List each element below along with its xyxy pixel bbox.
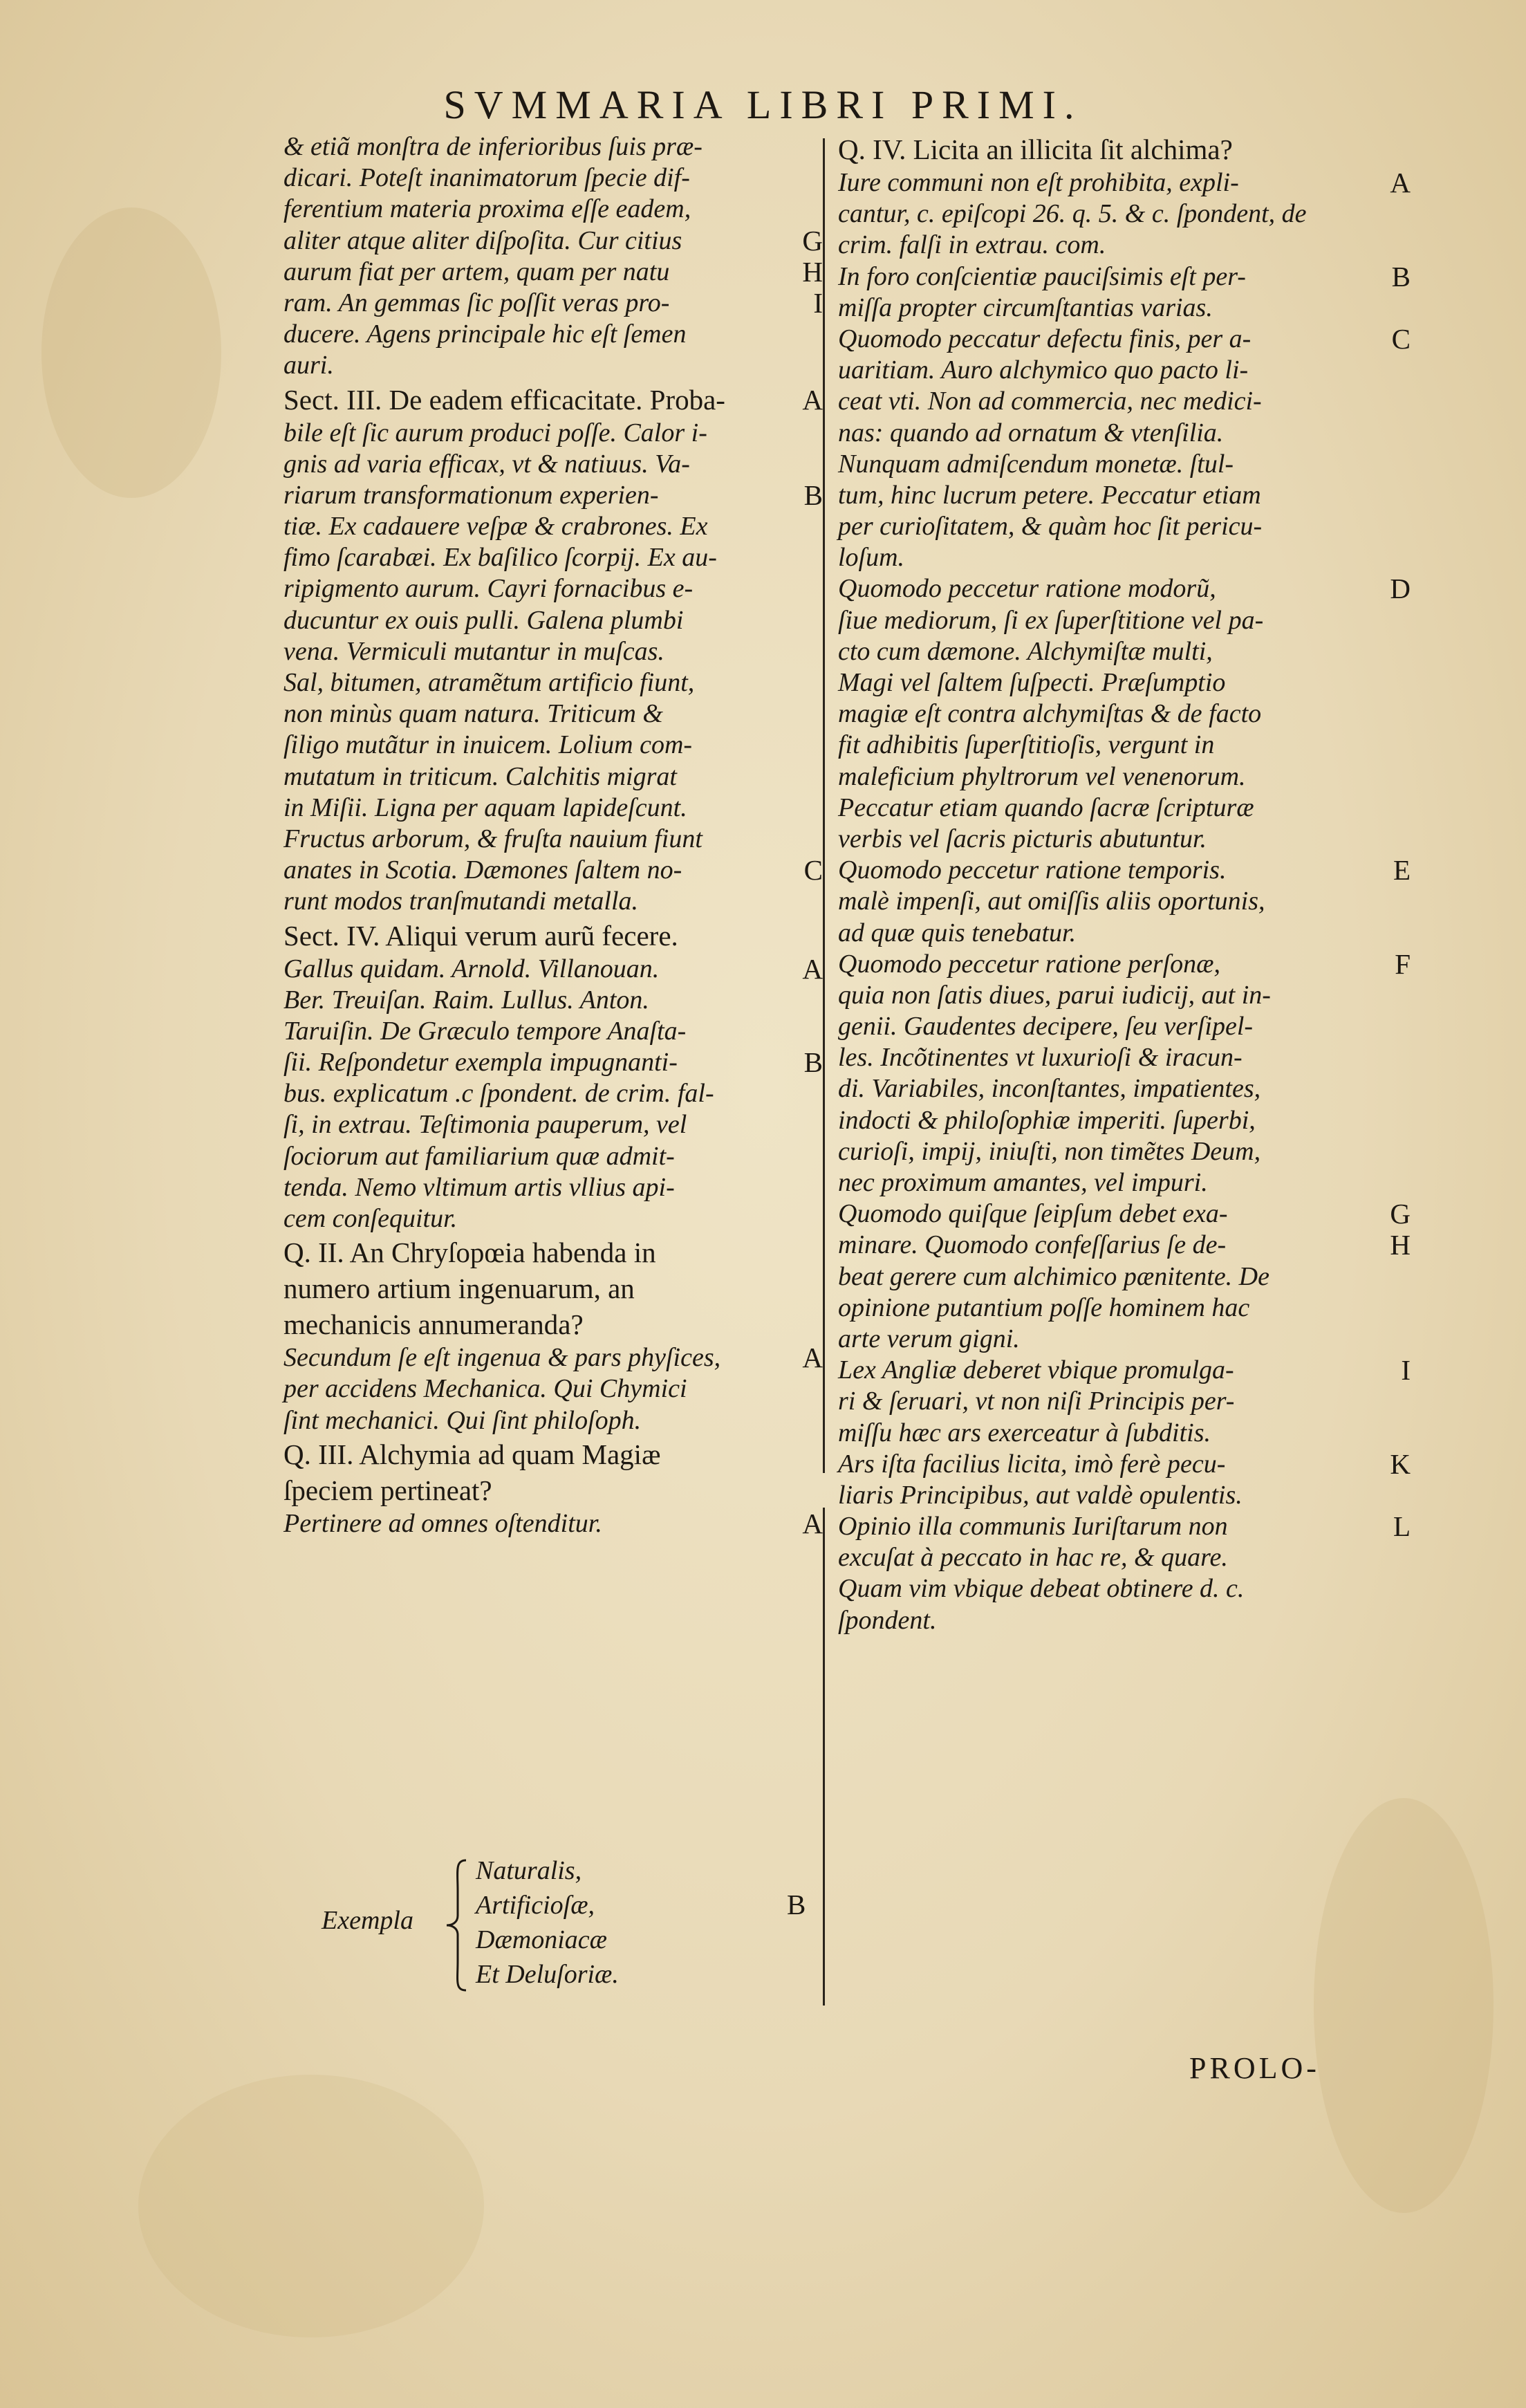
line-text: per curioſitatem, & quàm hoc ſit pericu- (838, 512, 1263, 541)
line-text: loſum. (838, 543, 905, 573)
line-text: Pertinere ad omnes oſtenditur. (283, 1508, 602, 1538)
left-column (283, 131, 823, 1539)
line-text: ripigmento aurum. Cayri fornacibus e- (283, 574, 694, 604)
line-text: ſiue mediorum, ſi ex ſuperſtitione vel pa- (838, 605, 1264, 635)
line-text: malè impenſi, aut omiſſis aliis oportunis, (838, 887, 1265, 916)
text-line (838, 293, 1391, 324)
text-line (838, 355, 1391, 386)
text-line (838, 1447, 1411, 1480)
text-line (838, 1510, 1411, 1543)
line-text: ferentium materia proxima eſſe eadem, (283, 194, 691, 224)
line-text: beat gerere cum alchimico pænitente. De (838, 1261, 1269, 1291)
text-line (838, 947, 1411, 980)
text-line (283, 886, 823, 917)
text-line (838, 449, 1391, 480)
text-line (283, 1342, 823, 1373)
line-text: Sal, bitumen, atramẽtum artificio fiunt, (283, 668, 695, 697)
line-text: Sect. IV. Aliqui verum aurũ fecere. (283, 919, 678, 952)
text-line (283, 1270, 823, 1306)
text-line (838, 573, 1411, 605)
line-text: Q. III. Alchymia ad quam Magiæ (283, 1438, 661, 1470)
line-text: In foro conſcientiæ pauciſsimis eſt per- (838, 261, 1246, 291)
text-line (283, 573, 823, 604)
text-line (838, 636, 1391, 667)
text-line (283, 542, 823, 573)
margin-letter: G (802, 224, 823, 257)
line-text: tiæ. Ex cadauere veſpæ & crabrones. Ex (283, 512, 708, 541)
margin-letter: I (1401, 1354, 1411, 1387)
text-line (283, 194, 823, 225)
line-text: ſi, in extrau. Teſtimonia pauperum, vel (283, 1110, 687, 1140)
text-line (838, 260, 1411, 293)
text-line (838, 1386, 1391, 1417)
line-text: numero artium ingenuarum, an (283, 1272, 635, 1305)
curly-brace-icon (443, 1858, 470, 1993)
line-text: maleficium phyltrorum vel venenorum. (838, 761, 1246, 791)
margin-letter: A (802, 1342, 823, 1374)
line-text: bile eſt ſic aurum produci poſſe. Calor i- (283, 418, 707, 447)
text-line (838, 1042, 1391, 1073)
text-line (283, 480, 823, 511)
line-text: excuſat à peccato in hac re, & quare. (838, 1543, 1228, 1573)
text-line (283, 225, 823, 257)
text-line (838, 730, 1391, 761)
text-line (283, 382, 823, 418)
margin-letter: B (803, 1046, 823, 1079)
line-text: crim. falſi in extrau. com. (838, 230, 1106, 260)
margin-letter: E (1393, 854, 1411, 887)
line-text: fimo ſcarabæi. Ex baſilico ſcorpij. Ex au- (283, 543, 717, 573)
page-title: SVMMARIA LIBRI PRIMI. (443, 82, 1083, 127)
line-text: ſpeciem pertineat? (283, 1474, 492, 1506)
line-text: Fructus arborum, & fruſta nauium fiunt (283, 824, 702, 853)
text-line (838, 1229, 1411, 1261)
text-line (838, 667, 1391, 698)
text-line (283, 1306, 823, 1342)
text-line (838, 918, 1391, 949)
line-text: ceat vti. Non ad commercia, nec medici- (838, 387, 1262, 416)
text-line (838, 1324, 1391, 1355)
margin-letter: H (1390, 1229, 1411, 1261)
exempla-item: Naturalis, (476, 1856, 582, 1885)
text-line (283, 824, 823, 855)
text-line (838, 824, 1391, 855)
text-line (283, 855, 823, 886)
line-text: Ars iſta facilius licita, imò ferè pecu- (838, 1449, 1226, 1479)
text-line (283, 667, 823, 698)
line-text: ram. An gemmas ſic poſſit veras pro- (283, 288, 670, 317)
text-line (838, 198, 1391, 230)
line-text: Gallus quidam. Arnold. Villanouan. (283, 954, 660, 983)
margin-letter: A (802, 383, 823, 416)
line-text: liaris Principibus, aut valdè opulentis. (838, 1480, 1243, 1510)
margin-letter: A (802, 952, 823, 985)
text-line (838, 886, 1391, 917)
line-text: ad quæ quis tenebatur. (838, 918, 1077, 947)
text-line (283, 1047, 823, 1078)
text-line (283, 1141, 823, 1172)
line-text: Nunquam admiſcendum monetæ. ſtul- (838, 449, 1234, 479)
margin-letter: K (1390, 1447, 1411, 1480)
line-text: aurum fiat per artem, quam per natu (283, 257, 670, 286)
text-line (283, 730, 823, 761)
line-text: Quomodo quiſque ſeipſum debet exa- (838, 1199, 1228, 1229)
line-text: Lex Angliæ deberet vbique promulga- (838, 1355, 1234, 1385)
paper-stain (138, 2075, 484, 2337)
text-line (283, 418, 823, 449)
line-text: arte verum gigni. (838, 1324, 1020, 1353)
line-text: auri. (283, 351, 334, 380)
text-line (838, 230, 1391, 261)
line-text: Magi vel ſaltem ſuſpecti. Præſumptio (838, 668, 1226, 697)
margin-letter: L (1393, 1510, 1411, 1543)
text-line (283, 698, 823, 730)
exempla-item: Et Deluſoriæ. (476, 1960, 619, 1989)
exempla-label: Exempla (322, 1906, 413, 1935)
text-line (838, 418, 1391, 449)
line-text: non minùs quam natura. Triticum & (283, 699, 663, 729)
margin-letter: D (1390, 573, 1411, 605)
text-line (838, 1011, 1391, 1042)
exempla-list (476, 1853, 619, 1992)
text-line (283, 1016, 823, 1047)
line-text: mutatum in triticum. Calchitis migrat (283, 761, 677, 791)
text-line (283, 319, 823, 350)
column-divider (823, 1508, 825, 2006)
margin-letter: B (1391, 260, 1411, 293)
catchword: PROLO- (1189, 2051, 1320, 2085)
text-line (283, 793, 823, 824)
paper-stain (1314, 1798, 1494, 2213)
line-text: Ber. Treuiſan. Raim. Lullus. Anton. (283, 985, 649, 1015)
line-text: vena. Vermiculi mutantur in muſcas. (283, 636, 664, 666)
text-line (283, 1436, 823, 1472)
line-text: ſii. Reſpondetur exempla impugnanti- (283, 1048, 678, 1077)
line-text: ſiligo mutãtur in inuicem. Lolium com- (283, 730, 693, 760)
line-text: quia non ſatis diues, parui iudicij, aut in- (838, 980, 1271, 1010)
line-text: uaritiam. Auro alchymico quo pacto li- (838, 355, 1249, 385)
line-text: tum, hinc lucrum petere. Peccatur etiam (838, 480, 1261, 510)
margin-letter: C (803, 854, 823, 887)
exempla-item: Artificioſæ, (476, 1891, 595, 1920)
margin-letter: G (1390, 1198, 1411, 1230)
margin-letter: A (802, 1507, 823, 1539)
line-text: opinione putantium poſſe hominem hac (838, 1293, 1250, 1322)
text-line (838, 322, 1411, 355)
column-divider (823, 138, 825, 1473)
text-line (283, 605, 823, 636)
margin-letter: H (802, 255, 823, 288)
margin-letter: B (803, 479, 823, 511)
text-line (838, 1198, 1411, 1230)
margin-letter: B (787, 1889, 806, 1920)
margin-letter: C (1391, 322, 1411, 355)
text-line (838, 698, 1391, 730)
text-line (838, 167, 1411, 198)
line-text: anates in Scotia. Dæmones ſaltem no- (283, 855, 682, 885)
text-line (838, 542, 1391, 573)
line-text: ſint mechanici. Qui ſint philoſoph. (283, 1405, 642, 1435)
line-text: fit adhibitis ſuperſtitioſis, vergunt in (838, 730, 1215, 760)
line-text: genii. Gaudentes decipere, ſeu verſipel- (838, 1012, 1254, 1041)
text-line (838, 131, 1391, 167)
margin-letter: F (1395, 947, 1411, 980)
text-line (283, 1508, 823, 1539)
line-text: Quomodo peccetur ratione temporis. (838, 855, 1227, 885)
text-line (838, 1293, 1391, 1324)
margin-letter: A (1390, 167, 1411, 198)
line-text: dicari. Poteſt inanimatorum ſpecie dif- (283, 163, 690, 193)
margin-letter: I (813, 286, 823, 319)
line-text: in Miſii. Ligna per aquam lapideſcunt. (283, 793, 687, 822)
text-line (283, 954, 823, 985)
text-line (838, 1073, 1391, 1104)
text-line (838, 605, 1391, 636)
text-line (838, 761, 1391, 793)
text-line (283, 918, 823, 954)
text-line (838, 386, 1391, 417)
line-text: les. Incõtinentes vt luxurioſi & iracun- (838, 1043, 1243, 1073)
text-line (283, 288, 823, 319)
text-line (838, 980, 1391, 1011)
text-line (283, 1373, 823, 1405)
line-text: per accidens Mechanica. Qui Chymici (283, 1374, 687, 1404)
text-line (283, 1109, 823, 1140)
line-text: ſociorum aut familiarium quæ admit- (283, 1141, 675, 1171)
text-line (283, 1405, 823, 1436)
line-text: aliter atque aliter diſpoſita. Cur citius (283, 225, 682, 255)
text-line (283, 449, 823, 480)
text-line (838, 1261, 1391, 1293)
line-text: nec proximum amantes, vel impuri. (838, 1168, 1208, 1197)
text-line (283, 1203, 823, 1234)
line-text: tenda. Nemo vltimum artis vllius api- (283, 1172, 675, 1202)
line-text: miſſa propter circumſtantias varias. (838, 293, 1213, 322)
line-text: magiæ eſt contra alchymiſtas & de facto (838, 699, 1262, 729)
text-line (283, 511, 823, 542)
line-text: ri & ſeruari, vt non niſi Principis per- (838, 1387, 1235, 1416)
text-line (283, 163, 823, 194)
text-line (838, 480, 1391, 511)
line-text: curioſi, impij, iniuſti, non timẽtes Deum, (838, 1136, 1261, 1166)
text-line (283, 1234, 823, 1270)
text-line (283, 1078, 823, 1109)
line-text: verbis vel ſacris picturis abutuntur. (838, 824, 1207, 853)
paper-stain (41, 207, 221, 498)
line-text: ducuntur ex ouis pulli. Galena plumbi (283, 605, 684, 635)
text-line (838, 1354, 1411, 1387)
text-line (283, 350, 823, 381)
text-line (838, 1105, 1391, 1136)
text-line (838, 1542, 1391, 1573)
line-text: minare. Quomodo confeſſarius ſe de- (838, 1230, 1227, 1260)
line-text: ducere. Agens principale hic eſt ſemen (283, 319, 687, 349)
line-text: cem conſequitur. (283, 1204, 458, 1233)
line-text: mechanicis annumeranda? (283, 1308, 584, 1341)
text-line (283, 985, 823, 1016)
line-text: bus. explicatum .c ſpondent. de crim. fal- (283, 1079, 714, 1109)
text-line (838, 1573, 1391, 1604)
text-line (283, 1172, 823, 1203)
text-line (838, 1605, 1391, 1636)
exempla-item: Dæmoniacæ (476, 1925, 607, 1954)
line-text: Quomodo peccetur ratione perſonæ, (838, 949, 1221, 979)
line-text: cto cum dæmone. Alchymiſtæ multi, (838, 636, 1213, 666)
line-text: Q. II. An Chryſopœia habenda in (283, 1237, 656, 1269)
line-text: Iure communi non eſt prohibita, expli- (838, 168, 1239, 197)
text-line (283, 131, 823, 163)
text-line (838, 793, 1391, 824)
text-line (838, 854, 1411, 887)
line-text: Peccatur etiam quando ſacræ ſcripturæ (838, 793, 1254, 822)
text-line (838, 1167, 1391, 1198)
line-text: Secundum ſe eſt ingenua & pars phyſices, (283, 1343, 721, 1373)
line-text: runt modos tranſmutandi metalla. (283, 887, 639, 916)
text-line (283, 1472, 823, 1508)
line-text: di. Variabiles, inconſtantes, impatientes, (838, 1074, 1261, 1104)
text-line (838, 1136, 1391, 1167)
line-text: Opinio illa communis Iuriſtarum non (838, 1512, 1228, 1541)
line-text: Sect. III. De eadem efficacitate. Proba- (283, 383, 725, 416)
line-text: riarum transformationum experien- (283, 480, 659, 510)
text-line (838, 1418, 1391, 1449)
line-text: Quam vim vbique debeat obtinere d. c. (838, 1574, 1245, 1604)
line-text: miſſu hæc ars exerceatur à ſubditis. (838, 1418, 1211, 1447)
text-line (283, 257, 823, 288)
line-text: nas: quando ad ornatum & vtenſilia. (838, 418, 1224, 447)
line-text: Quomodo peccetur ratione modorũ, (838, 574, 1216, 604)
line-text: indocti & philoſophiæ imperiti. ſuperbi, (838, 1105, 1256, 1135)
line-text: Q. IV. Licita an illicita ſit alchima? (838, 133, 1233, 165)
text-line (283, 636, 823, 667)
line-text: cantur, c. epiſcopi 26. q. 5. & c. ſpondent, de (838, 199, 1307, 229)
text-line (838, 511, 1391, 542)
line-text: Taruiſin. De Græculo tempore Anaſta- (283, 1016, 687, 1046)
line-text: & etiã monſtra de inferioribus ſuis præ- (283, 132, 702, 161)
line-text: gnis ad varia efficax, vt & natiuus. Va- (283, 449, 690, 479)
right-column (838, 131, 1411, 1636)
line-text: Quomodo peccatur defectu finis, per a- (838, 324, 1251, 353)
line-text: ſpondent. (838, 1605, 937, 1635)
text-line (283, 761, 823, 793)
text-line (838, 1480, 1391, 1511)
